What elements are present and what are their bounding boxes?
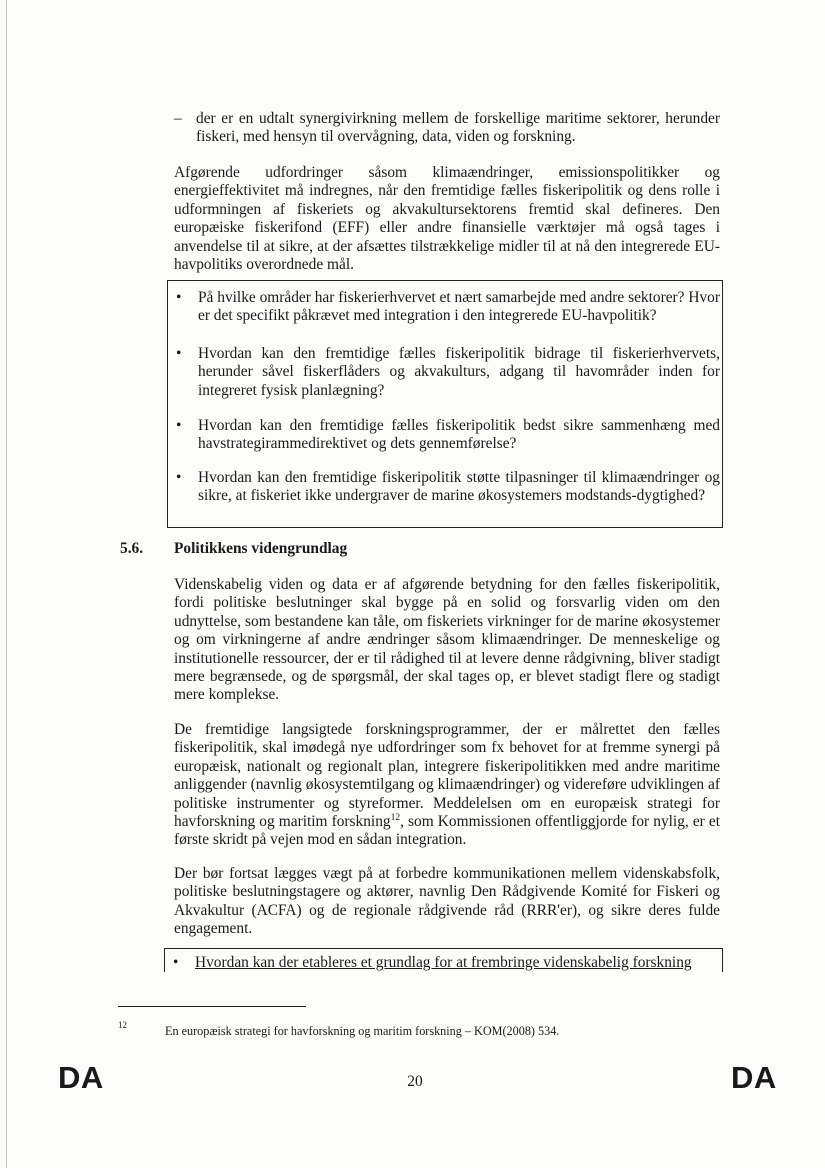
question-text: Hvordan kan den fremtidige fælles fiskeripolitik bidrage til fiskerierhvervets, herunder såvel fiskerflåders og akvakulturs, adgang til havområder inden for integreret fysisk planlægning? xyxy=(198,345,720,399)
question-text: På hvilke områder har fiskerierhvervet et nært samarbejde med andre sektorer? Hvor er det specifikt påkrævet med integration i den integrerede EU-havpolitik? xyxy=(198,289,720,325)
bullet-dot: • xyxy=(173,954,179,971)
section-title: Politikkens videngrundlag xyxy=(174,540,348,557)
body-paragraph-1: Videnskabelig viden og data er af afgørende betydning for den fælles fiskeripolitik, fordi politiske beslutninger skal bygge på en solid og forsvarlig viden om den udnyttelse, som bestandene kan tåle, om fiskeriets virkninger for de marine økosystemer og om virkningerne af andre ændringer såsom klimaændringer. De menneskelige og institutionelle ressourcer, der er til rådighed til at levere denne rådgivning, bliver stadigt mere begrænsede, og de spørgsmål, der skal tages op, er blevet stadigt flere og stadigt mere komplekse. xyxy=(174,576,720,704)
question-box-continued xyxy=(164,948,723,972)
question-text: Hvordan kan den fremtidige fiskeripolitik støtte tilpasninger til klimaændringer og sikre, at fiskeriet ikke undergraver de marine økosystemers modstands-dygtighed? xyxy=(198,469,720,505)
body-paragraph-3: Der bør fortsat lægges vægt på at forbedre kommunikationen mellem videnskabsfolk, politiske beslutningstagere og aktører, navnlig Den Rådgivende Komité for Fiskeri og Akvakultur (ACFA) og de regionale rådgivende råd (RRR'er), og sikre deres fulde engagement. xyxy=(174,865,720,938)
page-edge-line xyxy=(6,0,7,1168)
question-text: Hvordan kan den fremtidige fælles fiskeripolitik bedst sikre sammenhæng med havstrategirammedirektivet og dets gennemførelse? xyxy=(198,417,720,453)
bullet-dot: • xyxy=(176,417,182,434)
language-code-left: DA xyxy=(58,1060,104,1095)
section-number: 5.6. xyxy=(120,540,144,557)
question-item xyxy=(176,289,720,326)
language-code-right: DA xyxy=(731,1060,777,1095)
dash-list-item xyxy=(174,110,720,147)
intro-paragraph: Afgørende udfordringer såsom klimaændringer, emissionspolitikker og energieffektivitet må indregnes, når den fremtidige fælles fiskeripolitik og dens rolle i udformningen af fiskeriets og akvakultursektorens fremtid skal defineres. Den europæiske fiskerifond (EFF) eller andre finansielle værktøjer må også tages i anvendelse til at sikre, at der afsættes tilstrækkelige midler til at nå den integrerede EU-havpolitiks overordnede mål. xyxy=(174,164,720,274)
question-box xyxy=(167,280,723,528)
footnote-mark: 12 xyxy=(118,1020,127,1030)
footnote-separator xyxy=(118,1006,306,1007)
question-item xyxy=(176,417,720,454)
question-item xyxy=(173,954,692,972)
bullet-dot: • xyxy=(176,289,182,306)
footnote-text: En europæisk strategi for havforskning og maritim forskning – KOM(2008) 534. xyxy=(165,1024,560,1038)
question-item xyxy=(176,469,720,506)
footnote-reference: 12 xyxy=(390,813,401,824)
question-text: Hvordan kan der etableres et grundlag for at frembringe videnskabelig forskning xyxy=(195,954,692,971)
bullet-dot: • xyxy=(176,345,182,362)
bullet-dot: • xyxy=(176,469,182,486)
page-number: 20 xyxy=(407,1073,423,1090)
paragraph-text: , som Kommissionen offentliggjorde for nylig, er et første skridt på vejen mod en sådan integration. xyxy=(174,813,720,849)
body-paragraph-2 xyxy=(174,721,720,850)
dash-item-text: der er en udtalt synergivirkning mellem de forskellige maritime sektorer, herunder fiskeri, med hensyn til overvågning, data, viden og forskning. xyxy=(196,110,720,146)
dash-bullet: – xyxy=(174,110,182,127)
paragraph-text: De fremtidige langsigtede forskningsprogrammer, der er målrettet den fælles fiskeripolitik, skal imødegå nye udfordringer som fx behovet for at fremme synergi på europæisk, nationalt og regionalt plan, integrere fiskeripolitikken med andre maritime anliggender (navnlig økosystemtilgang og klimaændringer) og videreføre udviklingen af politiske instrumenter og styreformer. Meddelelsen om en europæisk strategi for havforskning og maritim forskning xyxy=(174,721,720,831)
question-item xyxy=(176,345,720,400)
